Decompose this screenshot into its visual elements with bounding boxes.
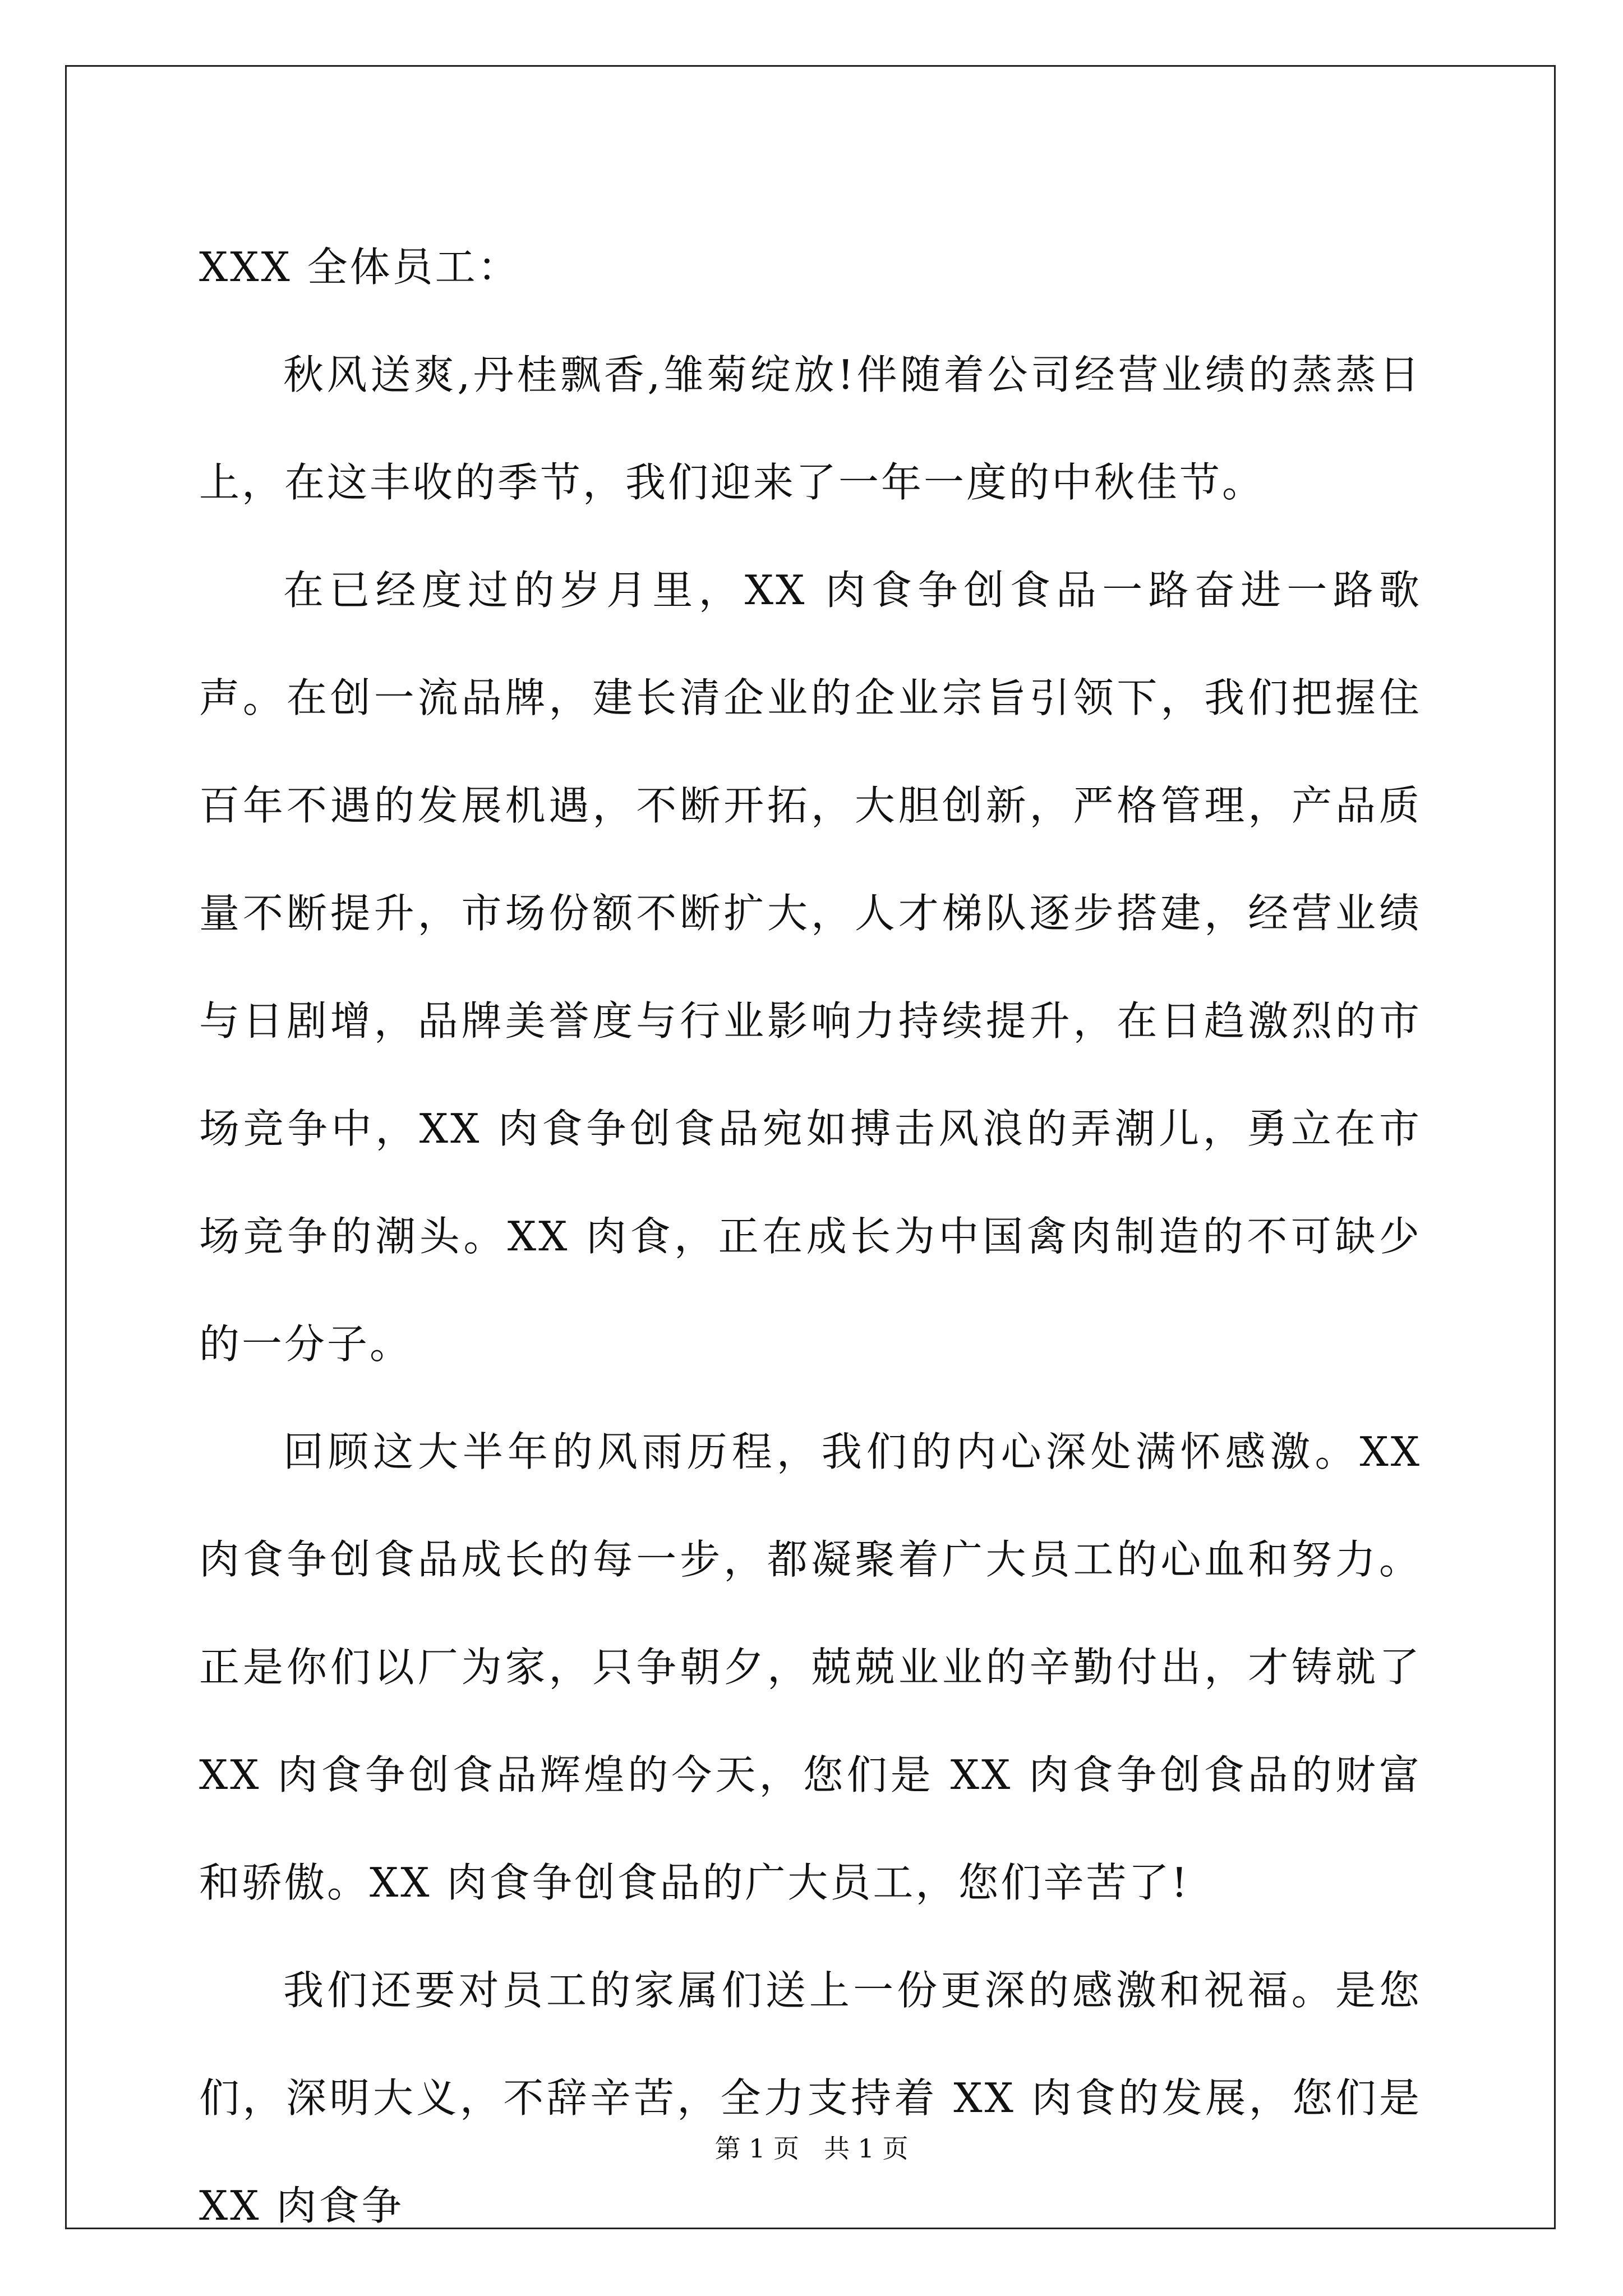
letter-body <box>199 213 1422 2260</box>
paragraph-2: 在已经度过的岁月里，XX 肉食争创食品一路奋进一路歌声。在创一流品牌，建长清企业的企业宗旨引领下，我们把握住百年不遇的发展机遇，不断开拓，大胆创新，严格管理，产品质量不断提升，市场份额不断扩大，人才梯队逐步搭建，经营业绩与日剧增，品牌美誉度与行业影响力持续提升，在日趋激烈的市场竞争中，XX 肉食争创食品宛如搏击风浪的弄潮儿，勇立在市场竞争的潮头。XX 肉食，正在成长为中国禽肉制造的不可缺少的一分子。 <box>199 567 1422 1368</box>
page-total: 共 1 页 <box>824 2133 909 2164</box>
page-footer <box>0 2132 1623 2165</box>
salutation: XXX 全体员工： <box>199 243 520 291</box>
paragraph-1: 秋风送爽,丹桂飘香,雏菊绽放!伴随着公司经营业绩的蒸蒸日上，在这丰收的季节，我们迎来了一年一度的中秋佳节。 <box>199 351 1422 506</box>
paragraph-4: 我们还要对员工的家属们送上一份更深的感激和祝福。是您们，深明大义，不辞辛苦，全力支持着 XX 肉食的发展，您们是 XX 肉食争 <box>199 1967 1422 2229</box>
paragraph-3: 回顾这大半年的风雨历程，我们的内心深处满怀感激。XX 肉食争创食品成长的每一步，都凝聚着广大员工的心血和努力。正是你们以厂为家，只争朝夕，兢兢业业的辛勤付出，才铸就了 XX 肉食争创食品辉煌的今天，您们是 XX 肉食争创食品的财富和骄傲。XX 肉食争创食品的广大员工，您们辛苦了! <box>199 1428 1422 1906</box>
page-number: 第 1 页 <box>714 2133 799 2164</box>
